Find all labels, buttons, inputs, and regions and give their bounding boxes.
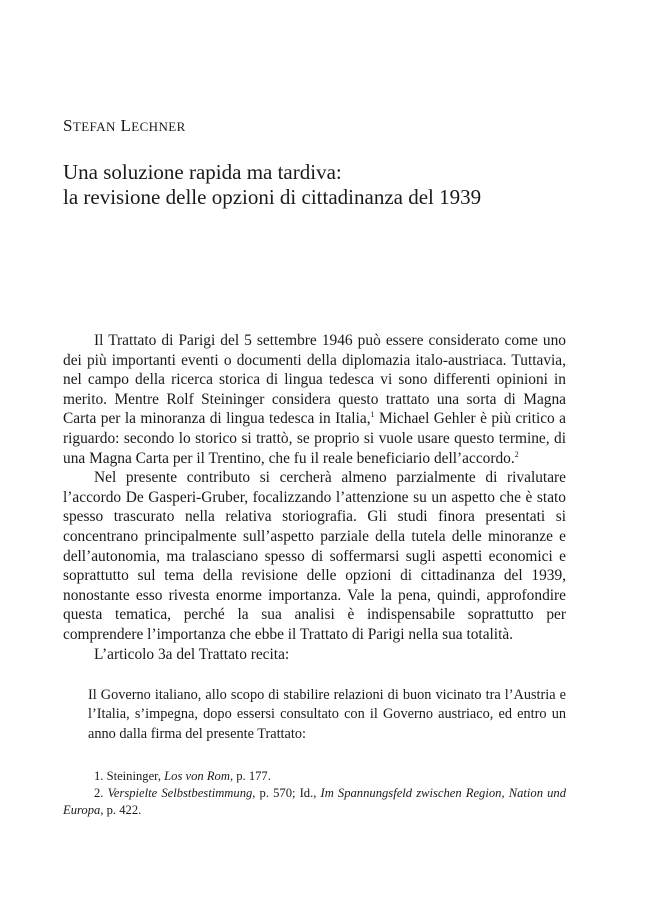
author-last-initial: L xyxy=(120,116,132,135)
footnote-2-title-1: Verspielte Selbstbestimmung xyxy=(107,786,253,801)
footnotes xyxy=(63,768,566,820)
footnote-2-prefix: 2. xyxy=(94,786,108,801)
footnote-1 xyxy=(63,768,566,785)
block-quote xyxy=(88,686,566,744)
author-first-rest: TEFAN xyxy=(72,119,116,134)
footnote-2 xyxy=(63,785,566,819)
footnote-2-suffix: , p. 422. xyxy=(100,803,142,818)
footnote-2-title-2: Im Spannungsfeld zwischen Region, Nation und Europa xyxy=(63,786,566,818)
author-name xyxy=(63,116,186,136)
chapter-title-line-1: Una soluzione rapida ma tardiva: xyxy=(63,160,342,184)
block-quote-text: Il Governo italiano, allo scopo di stabilire relazioni di buon vicinato tra l’Austria e l’Italia, s’impegna, dopo essersi consultato con il Governo austriaco, ed entro un anno dalla firma del presente Trattato: xyxy=(88,687,566,742)
paragraph-1-part-b: Michael Gehler è più critico a riguardo: secondo lo storico si trattò, se proprio si vuole usare questo termine, di una Magna Carta per il Trentino, che fu il reale beneficiario dell’accordo. xyxy=(63,410,566,467)
paragraph-1 xyxy=(63,331,566,468)
footnote-1-title: Los von Rom xyxy=(164,769,230,783)
body-text xyxy=(63,331,566,664)
author-last-rest: ECHNER xyxy=(131,119,186,134)
footnote-1-prefix: 1. Steininger, xyxy=(94,769,165,783)
chapter-title-line-2: la revisione delle opzioni di cittadinanza del 1939 xyxy=(63,185,482,209)
paragraph-2: Nel presente contributo si cercherà almeno parzialmente di rivalutare l’accordo De Gasperi-Gruber, focalizzando l’attenzione su un aspetto che è stato spesso trascurato nella relativa storiografia. Gli studi finora presentati si concentrano principalmente sull’aspetto parziale della tutela delle minoranze e dell’autonomia, ma tralasciano spesso di soffermarsi sugli aspetti economici e soprattutto sul tema della revisione delle opzioni di cittadinanza del 1939, nonostante esso rivesta enorme importanza. Vale la pena, quindi, approfondire questa tematica, perché la sua analisi è indispensabile soprattutto per comprendere l’importanza che ebbe il Trattato di Parigi nella sua totalità. xyxy=(63,469,566,643)
footnote-1-suffix: , p. 177. xyxy=(229,769,271,783)
paragraph-1-part-a: Il Trattato di Parigi del 5 settembre 1946 può essere considerato come uno dei più importanti eventi o documenti della diplomazia italo-austriaca. Tuttavia, nel campo della ricerca storica di lingua tedesca vi sono differenti opinioni in merito. Mentre Rolf Steininger considera questo trattato una sorta di Magna Carta per la minoranza di lingua tedesca in Italia, xyxy=(63,332,566,428)
footnote-ref-1: 1 xyxy=(370,410,375,420)
footnote-2-mid: , p. 570; Id., xyxy=(252,786,321,801)
chapter-title xyxy=(63,160,603,210)
paragraph-3: L’articolo 3a del Trattato recita: xyxy=(94,645,290,663)
author-first-initial: S xyxy=(63,116,73,135)
footnote-ref-2: 2 xyxy=(514,449,519,459)
